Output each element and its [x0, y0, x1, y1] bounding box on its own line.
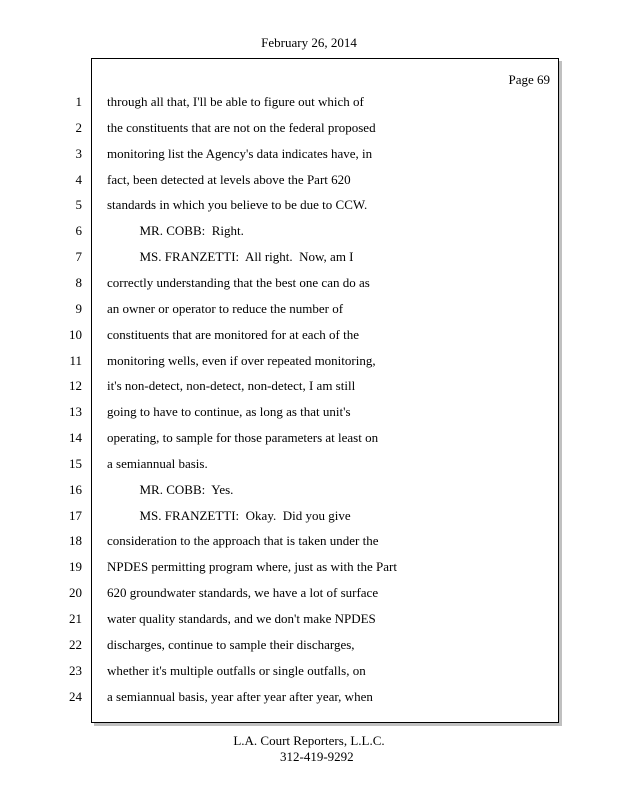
- line-text: an owner or operator to reduce the number of: [107, 300, 344, 316]
- line-number: 10: [69, 326, 82, 342]
- line-text: constituents that are monitored for at each of the: [107, 326, 359, 342]
- line-number: 18: [69, 533, 82, 549]
- line-text: monitoring wells, even if over repeated monitoring,: [107, 352, 376, 368]
- line-text: it's non-detect, non-detect, non-detect, I am still: [107, 378, 356, 394]
- page-number: Page 69: [508, 72, 550, 87]
- line-number: 9: [75, 300, 82, 316]
- line-number: 22: [69, 636, 82, 652]
- line-text: water quality standards, and we don't make NPDES: [107, 611, 376, 626]
- line-number: 11: [69, 352, 82, 368]
- footer-company: L.A. Court Reporters, L.L.C.: [233, 733, 385, 748]
- line-text: a semiannual basis.: [107, 455, 208, 471]
- line-number: 20: [69, 585, 82, 601]
- line-text: correctly understanding that the best one can do as: [107, 274, 370, 290]
- line-text: a semiannual basis, year after year after year, when: [107, 688, 373, 704]
- line-number: 1: [75, 94, 82, 109]
- line-number: 5: [75, 197, 82, 213]
- line-text: standards in which you believe to be due to CCW.: [107, 197, 368, 213]
- line-number: 23: [69, 662, 82, 678]
- line-text: fact, been detected at levels above the Part 620: [107, 171, 351, 187]
- line-text: discharges, continue to sample their discharges,: [107, 636, 355, 652]
- line-text: the constituents that are not on the federal proposed: [107, 119, 376, 135]
- line-number: 16: [69, 481, 82, 497]
- line-text: MR. COBB: Right.: [107, 223, 244, 239]
- line-text: monitoring list the Agency's data indicates have, in: [107, 145, 373, 161]
- line-number: 8: [75, 274, 82, 290]
- line-number: 24: [69, 688, 82, 704]
- line-text: consideration to the approach that is taken under the: [107, 533, 379, 549]
- line-number: 21: [69, 611, 82, 626]
- line-text: 620 groundwater standards, we have a lot of surface: [107, 585, 379, 601]
- line-number: 12: [69, 378, 82, 394]
- line-number: 3: [75, 145, 82, 161]
- line-number: 17: [69, 507, 82, 523]
- line-number: 19: [69, 559, 82, 575]
- transcript-date: February 26, 2014: [261, 35, 357, 50]
- line-number: 13: [69, 404, 82, 420]
- line-number: 2: [75, 119, 82, 135]
- line-number: 15: [69, 455, 82, 471]
- line-text: MS. FRANZETTI: Okay. Did you give: [107, 507, 351, 523]
- footer-phone: 312-419-9292: [280, 749, 354, 764]
- line-number: 6: [75, 223, 82, 239]
- line-number: 14: [69, 430, 82, 446]
- line-text: operating, to sample for those parameters at least on: [107, 430, 379, 446]
- line-text: through all that, I'll be able to figure out which of: [107, 94, 364, 109]
- line-number: 7: [75, 249, 82, 265]
- line-text: MR. COBB: Yes.: [107, 481, 234, 497]
- line-text: going to have to continue, as long as that unit's: [107, 404, 351, 420]
- line-text: NPDES permitting program where, just as with the Part: [107, 559, 397, 575]
- line-text: MS. FRANZETTI: All right. Now, am I: [107, 249, 354, 265]
- line-number: 4: [75, 171, 82, 187]
- line-text: whether it's multiple outfalls or single outfalls, on: [107, 662, 366, 678]
